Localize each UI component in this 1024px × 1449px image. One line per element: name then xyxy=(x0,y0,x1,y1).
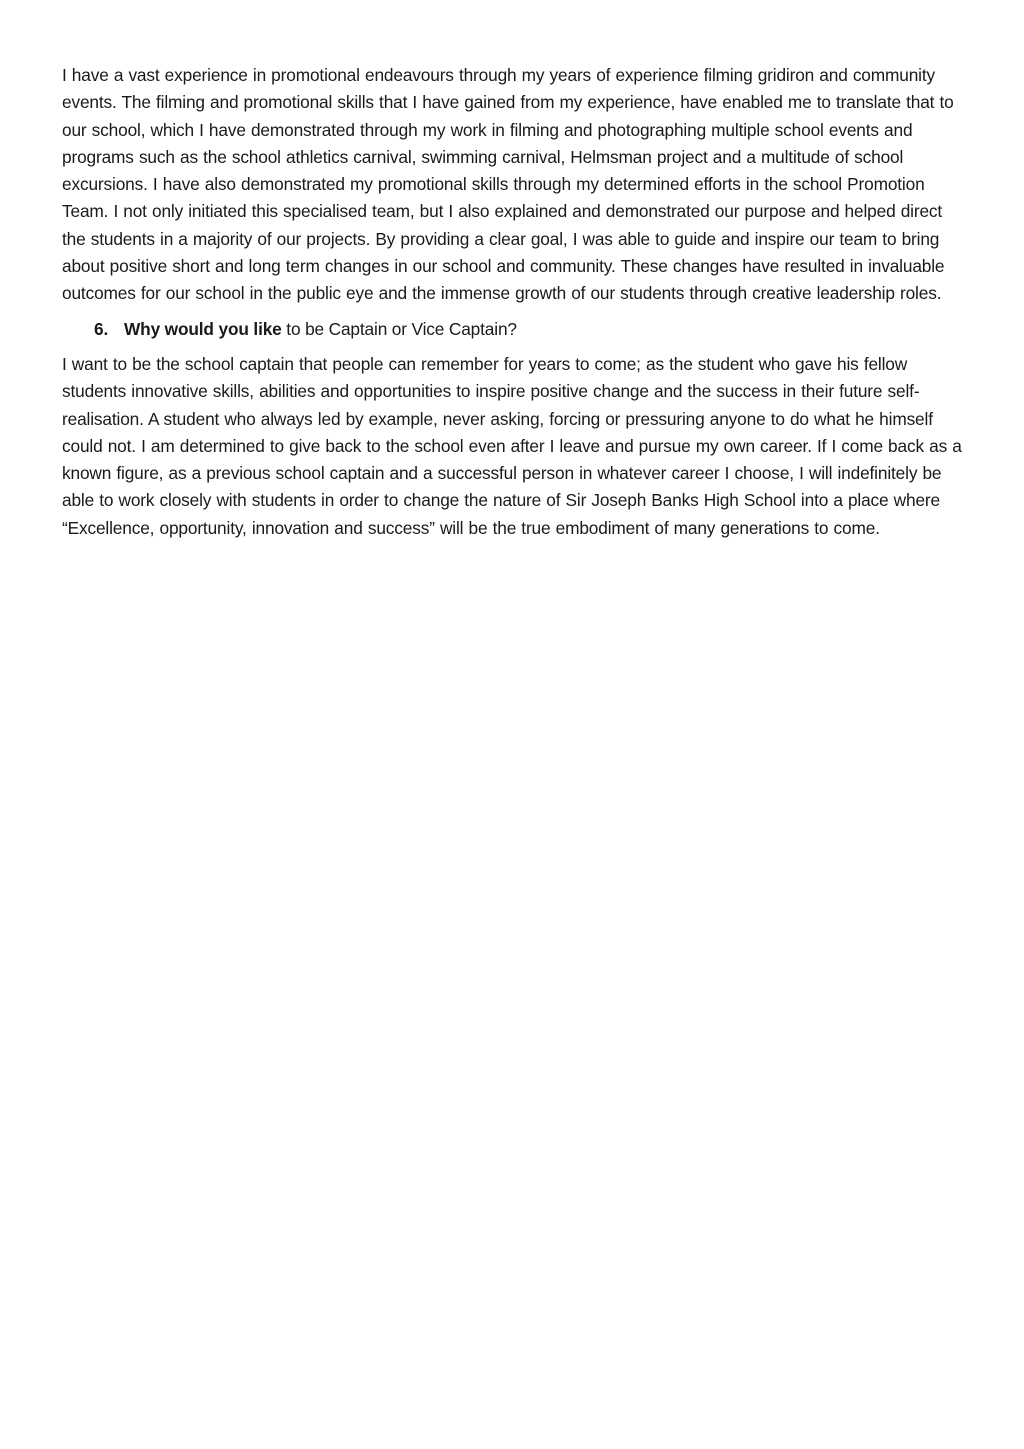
document-page xyxy=(62,62,967,542)
paragraph-captain-reason: I want to be the school captain that people can remember for years to come; as the student who gave his fellow students innovative skills, abilities and opportunities to inspire positive change and the success in their future self-realisation. A student who always led by example, never asking, forcing or pressuring anyone to do what he himself could not. I am determined to give back to the school even after I leave and pursue my own career. If I come back as a known figure, as a previous school captain and a successful person in whatever career I choose, I will indefinitely be able to work closely with students in order to change the nature of Sir Joseph Banks High School into a place where “Excellence, opportunity, innovation and success” will be the true embodiment of many generations to come. xyxy=(62,353,962,538)
question-text: to be Captain or Vice Captain? xyxy=(281,318,517,339)
question-bold-text: Why would you like xyxy=(124,318,282,339)
paragraph-promotional-experience: I have a vast experience in promotional endeavours through my years of experience filming gridiron and community events. The filming and promotional skills that I have gained from my experience, have enabled me to translate that to our school, which I have demonstrated through my work in filming and photographing multiple school events and programs such as the school athletics carnival, swimming carnival, Helmsman project and a multitude of school excursions. I have also demonstrated my promotional skills through my determined efforts in the school Promotion Team. I not only initiated this specialised team, but I also explained and demonstrated our purpose and helped direct the students in a majority of our projects. By providing a clear goal, I was able to guide and inspire our team to bring about positive short and long term changes in our school and community. These changes have resulted in invaluable outcomes for our school in the public eye and the immense growth of our students through creative leadership roles. xyxy=(62,65,954,304)
question-6 xyxy=(62,316,967,343)
question-number: 6. xyxy=(94,318,109,339)
